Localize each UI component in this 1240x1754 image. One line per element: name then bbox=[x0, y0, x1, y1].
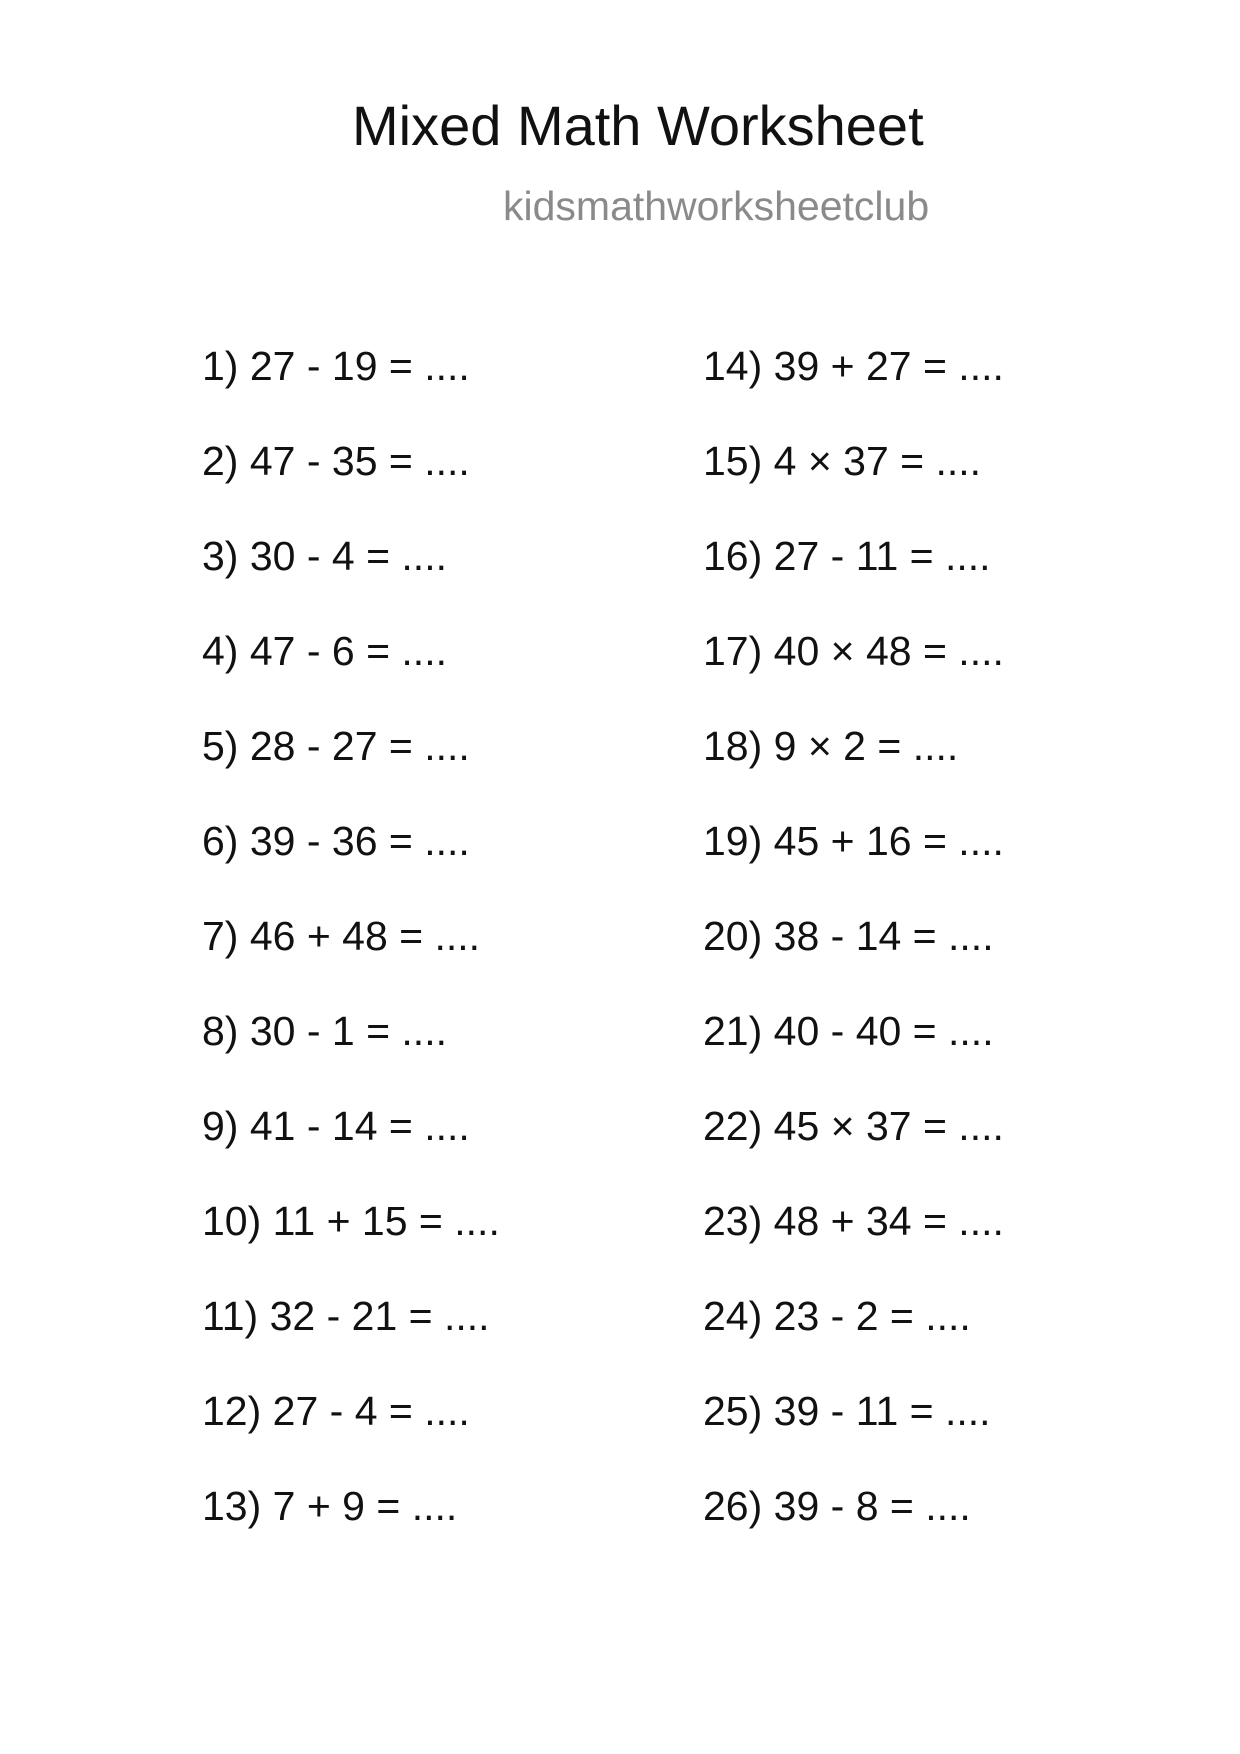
problem-item: 21) 40 - 40 = .... bbox=[703, 1008, 994, 1054]
problem-item: 9) 41 - 14 = .... bbox=[202, 1103, 470, 1149]
problem-item: 23) 48 + 34 = .... bbox=[703, 1198, 1004, 1244]
problem-item: 10) 11 + 15 = .... bbox=[202, 1198, 500, 1244]
problem-item: 5) 28 - 27 = .... bbox=[202, 723, 470, 769]
source-label: kidsmathworksheetclub bbox=[503, 183, 930, 229]
problem-item: 24) 23 - 2 = .... bbox=[703, 1293, 971, 1339]
problem-item: 3) 30 - 4 = .... bbox=[202, 533, 447, 579]
problem-item: 17) 40 × 48 = .... bbox=[703, 628, 1004, 674]
problem-item: 2) 47 - 35 = .... bbox=[202, 438, 470, 484]
problem-item: 14) 39 + 27 = .... bbox=[703, 343, 1004, 389]
page-title: Mixed Math Worksheet bbox=[352, 94, 924, 157]
problem-item: 8) 30 - 1 = .... bbox=[202, 1008, 447, 1054]
problem-item: 20) 38 - 14 = .... bbox=[703, 913, 994, 959]
problem-item: 6) 39 - 36 = .... bbox=[202, 818, 470, 864]
problem-item: 1) 27 - 19 = .... bbox=[202, 343, 470, 389]
problem-item: 26) 39 - 8 = .... bbox=[703, 1483, 971, 1529]
problem-item: 15) 4 × 37 = .... bbox=[703, 438, 982, 484]
problem-column-left bbox=[202, 343, 500, 1581]
problem-item: 12) 27 - 4 = .... bbox=[202, 1388, 470, 1434]
problem-item: 16) 27 - 11 = .... bbox=[703, 533, 991, 579]
problem-item: 22) 45 × 37 = .... bbox=[703, 1103, 1004, 1149]
problem-item: 11) 32 - 21 = .... bbox=[202, 1293, 490, 1339]
problem-item: 19) 45 + 16 = .... bbox=[703, 818, 1004, 864]
problem-column-right bbox=[703, 343, 1004, 1581]
problem-item: 18) 9 × 2 = .... bbox=[703, 723, 959, 769]
problem-item: 7) 46 + 48 = .... bbox=[202, 913, 481, 959]
problem-item: 13) 7 + 9 = .... bbox=[202, 1483, 458, 1529]
problem-item: 25) 39 - 11 = .... bbox=[703, 1388, 991, 1434]
problem-item: 4) 47 - 6 = .... bbox=[202, 628, 447, 674]
